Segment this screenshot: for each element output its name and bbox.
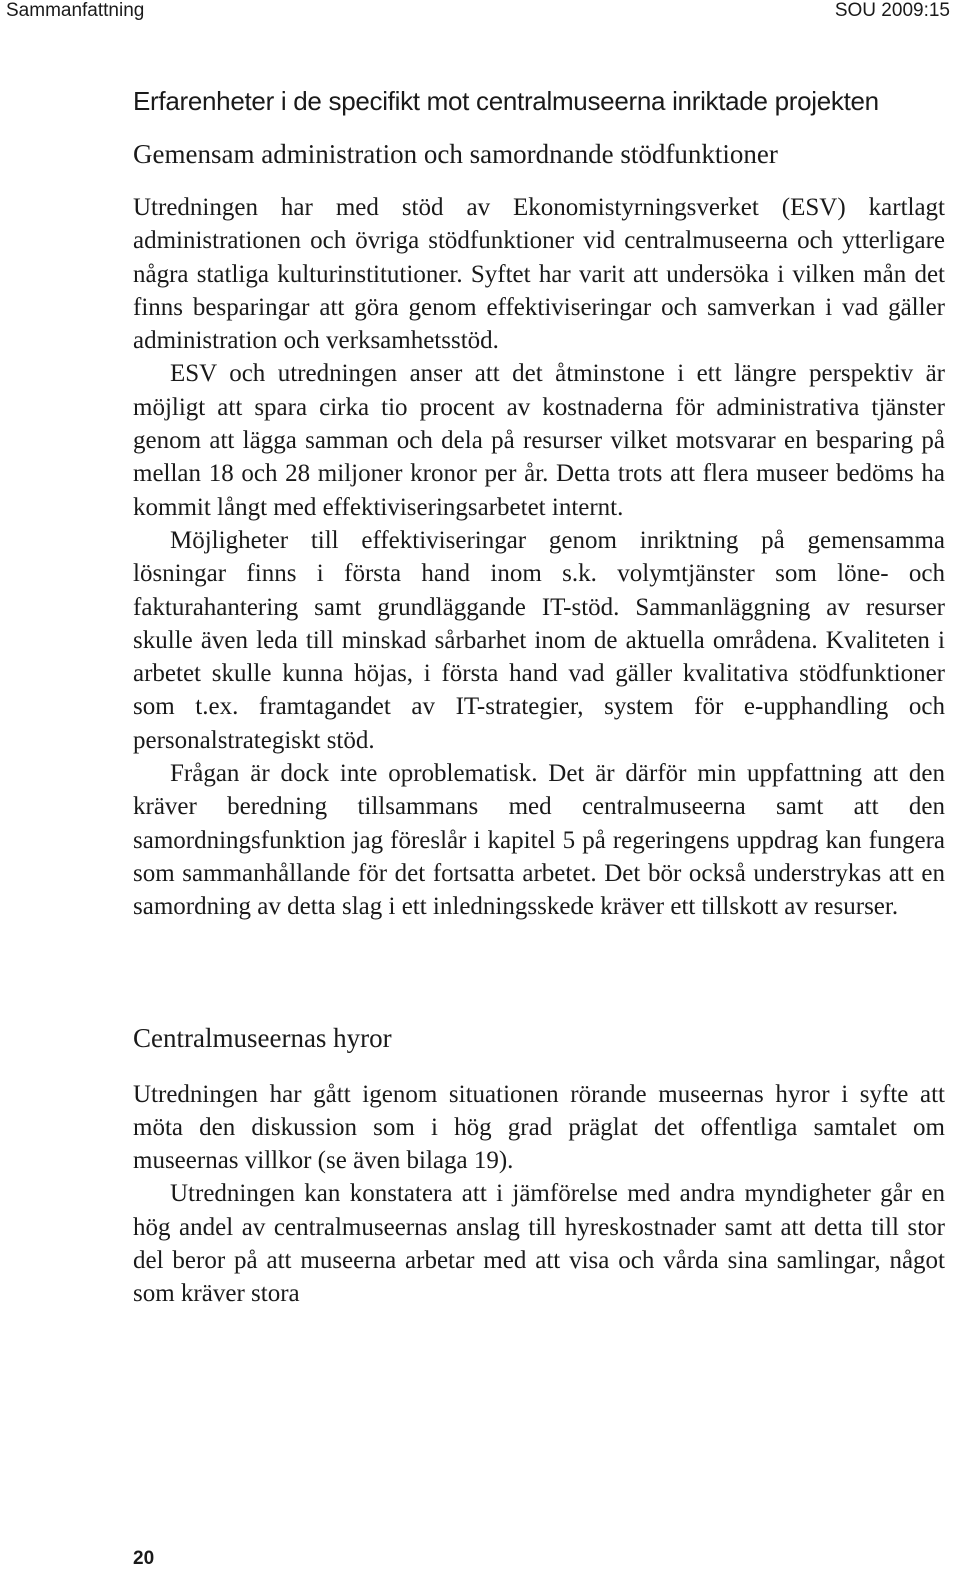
page-number: 20 xyxy=(133,1548,155,1569)
paragraph: Frågan är dock inte oproblematisk. Det är därför min uppfattning att den kräver beredning tillsammans med centralmuseerna samt att den samordningsfunktion jag föreslår i kapitel 5 på regeringens uppdrag kan fungera som sammanhållande för det fortsatta arbetet. Det bör också understrykas att en samordning av detta slag i ett inledningsskede kräver ett tillskott av resurser. xyxy=(133,760,945,921)
paragraph: Möjligheter till effektiviseringar genom inriktning på gemensamma lösningar finns i första hand inom s.k. volymtjänster som löne- och fakturahantering samt grundläggande IT-stöd. Sammanläggning av resurser skulle även leda till minskad sårbarhet inom de aktuella områdena. Kvaliteten i arbetet skulle kunna höjas, i första hand vad gäller kvalitativa stödfunktioner som t.ex. framtagandet av IT-strategier, system för e-upphandling och personalstrategiskt stöd. xyxy=(133,526,945,754)
page-body xyxy=(133,84,945,1311)
paragraph: Utredningen har gått igenom situationen rörande museernas hyror i syfte att möta den diskussion som i hög grad präglat det offentliga samtalet om museernas villkor (se även bilaga 19). xyxy=(133,1080,945,1175)
paragraph: Utredningen kan konstatera att i jämförelse med andra myndigheter går en hög andel av centralmuseernas anslag till hyreskostnader samt att detta till stor del beror på att museerna arbetar med att visa och vårda sina samlingar, något som kräver stora xyxy=(133,1180,945,1308)
running-header xyxy=(0,0,960,22)
publication-id: SOU 2009:15 xyxy=(834,0,950,21)
subsection-heading-rents: Centralmuseernas hyror xyxy=(133,1022,392,1053)
section-heading: Erfarenheter i de specifikt mot centralmuseerna inriktade projekten xyxy=(133,86,879,116)
chapter-title: Sammanfattning xyxy=(6,0,145,21)
paragraph: ESV och utredningen anser att det åtminstone i ett längre perspektiv är möjligt att spara cirka tio procent av kostnaderna för administrativa tjänster genom att lägga samman och dela på resurser vilket motsvarar en besparing på mellan 18 och 28 miljoner kronor per år. Detta trots att flera museer bedöms ha kommit långt med effektiviseringsarbetet internt. xyxy=(133,360,945,521)
subsection-heading-administration: Gemensam administration och samordnande stödfunktioner xyxy=(133,139,778,169)
paragraph: Utredningen har med stöd av Ekonomistyrningsverket (ESV) kartlagt administrationen och övriga stödfunktioner vid centralmuseerna och ytterligare några statliga kulturinstitutioner. Syftet har varit att undersöka i vilken mån det finns besparingar att göra genom effektiviseringar och samverkan i vad gäller administration och verksamhetsstöd. xyxy=(133,194,945,355)
